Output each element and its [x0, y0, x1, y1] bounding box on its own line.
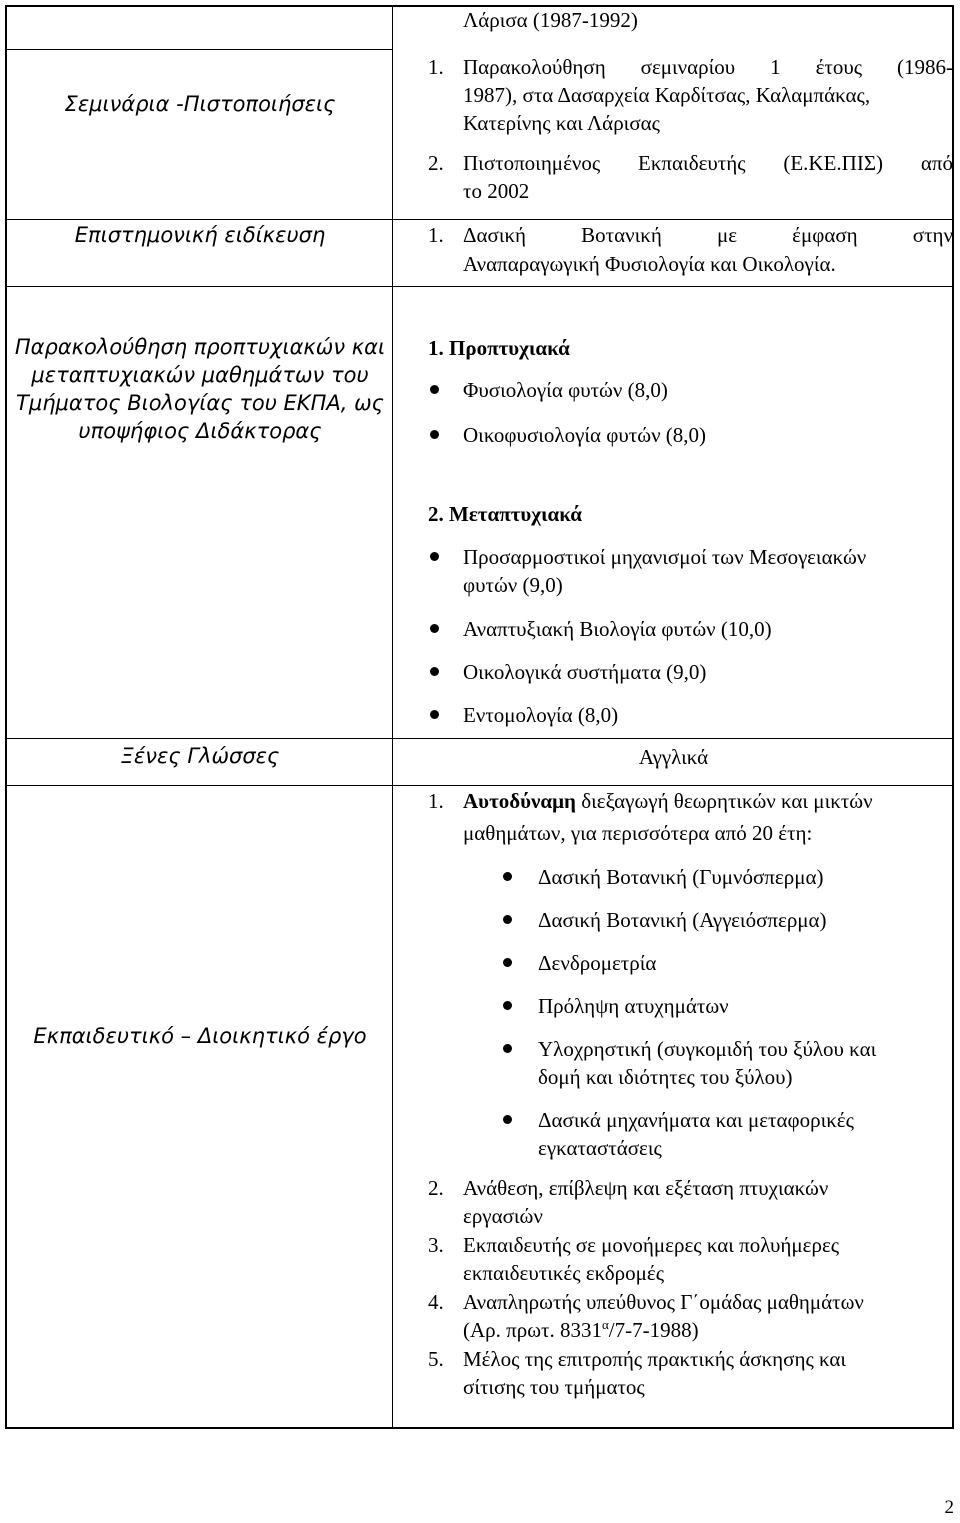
subject-item: Δασικά μηχανήματα και μεταφορικές [538, 1108, 854, 1132]
teaching-item-line: Ανάθεση, επίβλεψη και εξέταση πτυχιακών [463, 1176, 829, 1200]
row-divider [7, 286, 952, 287]
teaching-label: Εκπαιδευτικό – Διοικητικό έργο [33, 1024, 367, 1048]
seminar-item-line: το 2002 [463, 179, 530, 203]
subject-item: δομή και ιδιότητες του ξύλου) [538, 1065, 793, 1089]
seminar-item-line: Παρακολούθηση σεμιναρίου 1 έτους (1986- [463, 55, 953, 79]
specialization-label: Επιστημονική ειδίκευση [74, 223, 326, 247]
bullet-icon [503, 1115, 512, 1124]
column-divider [392, 7, 393, 1427]
teaching-item-number: 1. [428, 789, 444, 813]
bullet-icon [430, 430, 439, 439]
postgrad-course: Εντομολογία (8,0) [463, 703, 619, 727]
row-divider [7, 219, 952, 220]
courses-label-line: υποψήφιος Διδάκτορας [78, 419, 322, 443]
postgrad-heading: 2. Μεταπτυχιακά [428, 502, 582, 526]
subject-item: Δασική Βοτανική (Αγγειόσπερμα) [538, 908, 827, 932]
teaching-item-line: Αναπληρωτής υπεύθυνος Γ΄ομάδας μαθημάτων [463, 1290, 864, 1314]
courses-label-line: μεταπτυχιακών μαθημάτων του [31, 363, 369, 387]
undergrad-course: Οικοφυσιολογία φυτών (8,0) [463, 423, 707, 447]
bullet-icon [503, 1001, 512, 1010]
seminar-item-line: Κατερίνης και Λάρισας [463, 111, 660, 135]
seminar-item-line: 1987), στα Δασαρχεία Καρδίτσας, Καλαμπάκας, [463, 83, 871, 107]
teaching-item-line: μαθημάτων, για περισσότερα από 20 έτη: [463, 821, 813, 845]
courses-label-line: Τμήματος Βιολογίας του ΕΚΠΑ, ως [16, 391, 384, 415]
autonomous-bold: Αυτοδύναμη [463, 789, 576, 813]
bullet-icon [430, 667, 439, 676]
subject-item: Δενδρομετρία [538, 951, 657, 975]
subject-item: εγκαταστάσεις [538, 1136, 662, 1160]
courses-label-line: Παρακολούθηση προπτυχιακών και [14, 335, 386, 359]
undergrad-heading: 1. Προπτυχιακά [428, 336, 570, 360]
teaching-item-number: 4. [428, 1290, 444, 1314]
teaching-item-line: Μέλος της επιτροπής πρακτικής άσκησης και [463, 1347, 847, 1371]
page-number: 2 [944, 1497, 954, 1518]
teaching-item-line [463, 787, 873, 815]
teaching-item-line: Εκπαιδευτής σε μονοήμερες και πολυήμερες [463, 1233, 840, 1257]
row-divider [7, 738, 952, 739]
bullet-icon [503, 872, 512, 881]
seminars-label: Σεμινάρια -Πιστοποιήσεις [64, 92, 336, 116]
bullet-icon [430, 710, 439, 719]
bullet-icon [503, 1044, 512, 1053]
bullet-icon [503, 958, 512, 967]
seminar-item-number: 1. [428, 55, 444, 79]
teaching-item-line: σίτισης του τμήματος [463, 1375, 645, 1399]
teaching-item-rest: διεξαγωγή θεωρητικών και μικτών [575, 789, 873, 813]
teaching-item-line: εκπαιδευτικές εκδρομές [463, 1261, 665, 1285]
protocol-superscript: α [601, 1317, 609, 1332]
subject-item: Δασική Βοτανική (Γυμνόσπερμα) [538, 865, 824, 889]
teaching-item-number: 5. [428, 1347, 444, 1371]
bullet-icon [430, 385, 439, 394]
languages-label: Ξένες Γλώσσες [120, 744, 280, 768]
protocol-prefix: (Αρ. πρωτ. 8331 [463, 1318, 602, 1342]
subject-item: Υλοχρηστική (συγκομιδή του ξύλου και [538, 1037, 877, 1061]
teaching-item-number: 3. [428, 1233, 444, 1257]
protocol-suffix: /7-7-1988) [608, 1318, 699, 1342]
postgrad-course: φυτών (9,0) [463, 573, 563, 597]
seminar-item-line: Πιστοποιημένος Εκπαιδευτής (Ε.ΚΕ.ΠΙΣ) από [463, 151, 953, 175]
teaching-item-number: 2. [428, 1176, 444, 1200]
row-divider [7, 785, 952, 786]
bullet-icon [503, 915, 512, 924]
postgrad-course: Οικολογικά συστήματα (9,0) [463, 660, 707, 684]
specialization-line: Αναπαραγωγική Φυσιολογία και Οικολογία. [463, 252, 836, 276]
seminar-item-number: 2. [428, 151, 444, 175]
subject-item: Πρόληψη ατυχημάτων [538, 994, 729, 1018]
undergrad-course: Φυσιολογία φυτών (8,0) [463, 378, 668, 402]
bullet-icon [430, 624, 439, 633]
teaching-item-line: εργασιών [463, 1204, 543, 1228]
specialization-line: Δασική Βοτανική με έμφαση στην [463, 223, 953, 247]
teaching-item-line [463, 1316, 699, 1344]
seminars-header-line: Λάρισα (1987-1992) [463, 8, 638, 32]
languages-value: Αγγλικά [638, 745, 709, 769]
postgrad-course: Αναπτυξιακή Βιολογία φυτών (10,0) [463, 617, 772, 641]
specialization-number: 1. [428, 223, 444, 247]
postgrad-course: Προσαρμοστικοί μηχανισμοί των Μεσογειακών [463, 545, 867, 569]
bullet-icon [430, 552, 439, 561]
row-divider [7, 49, 392, 50]
